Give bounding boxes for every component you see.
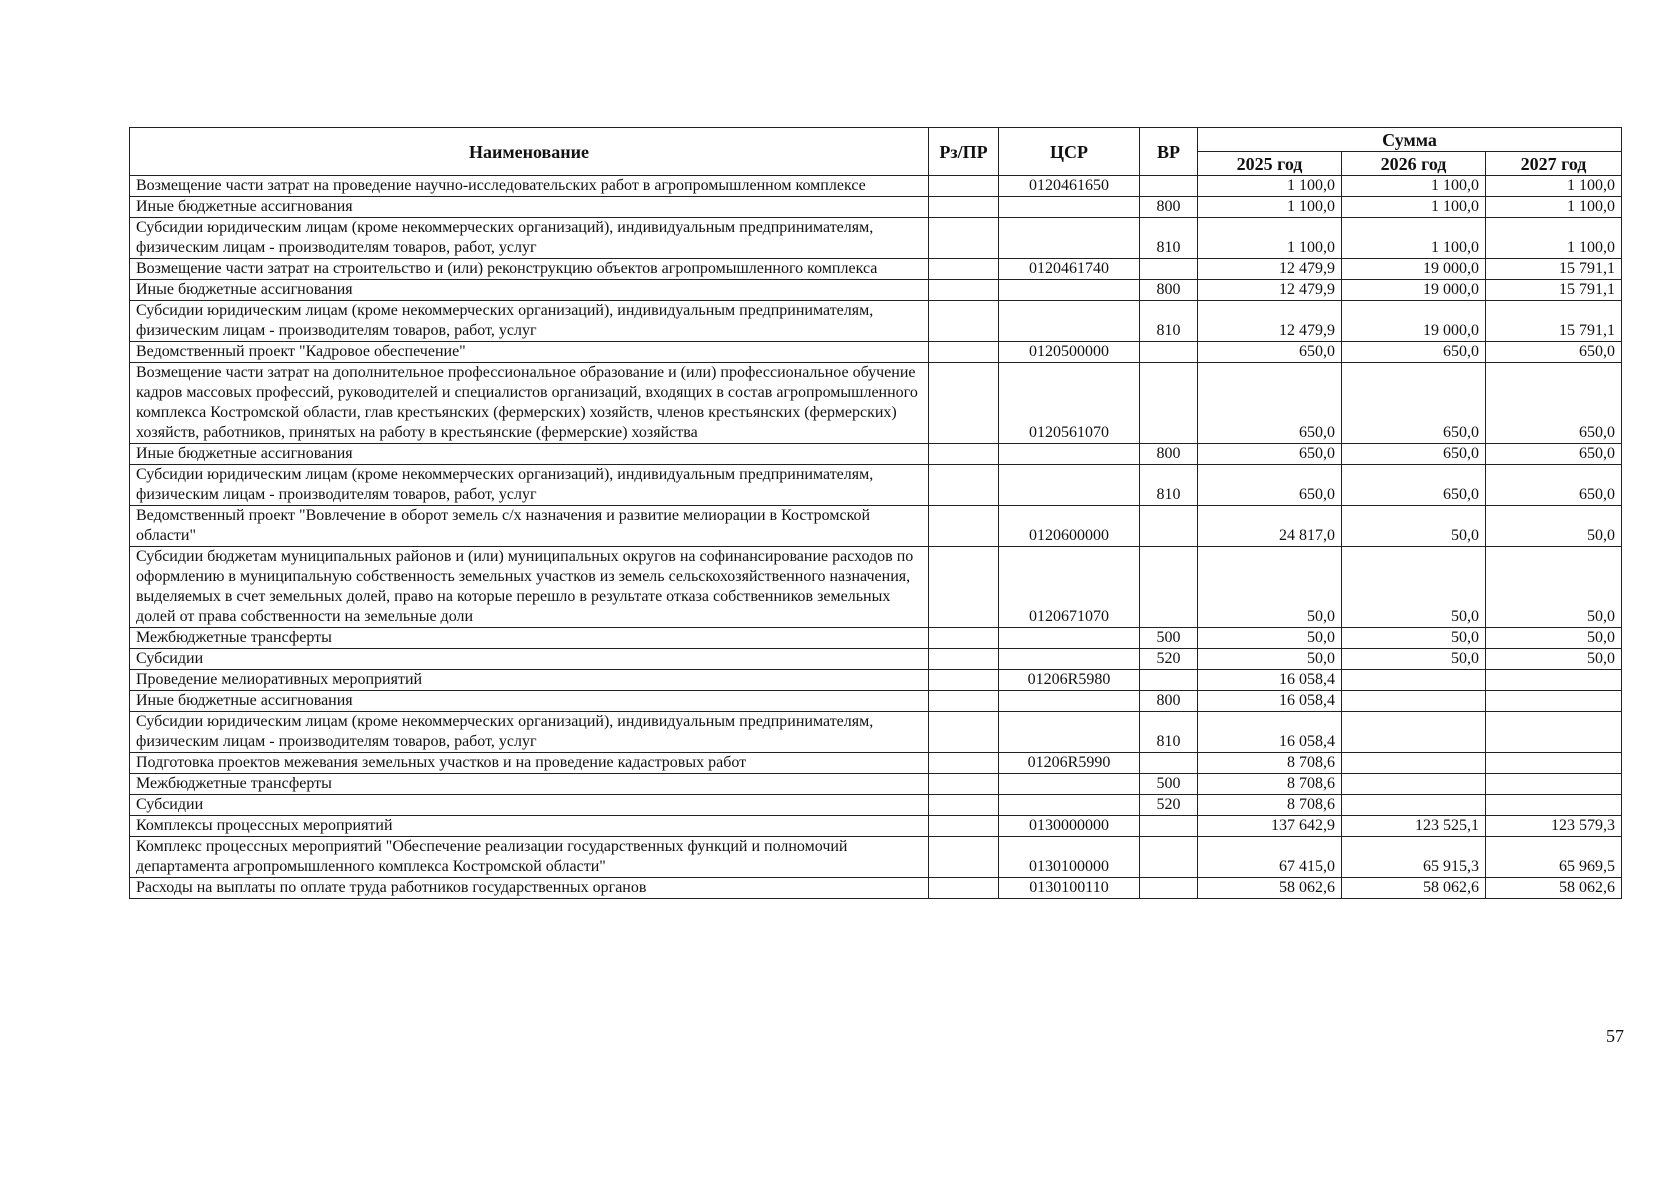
cell-name: Возмещение части затрат на проведение научно-исследовательских работ в агропромышленном комплексе [130,176,929,197]
cell-year-2025: 650,0 [1198,444,1342,465]
cell-csr: 0120671070 [999,547,1140,628]
table-row [130,795,1622,816]
budget-table [129,127,1622,899]
cell-year-2027 [1486,670,1622,691]
cell-rzpr [929,649,999,670]
cell-year-2025: 58 062,6 [1198,878,1342,899]
cell-vr: 810 [1140,712,1198,753]
cell-name: Субсидии юридическим лицам (кроме некоммерческих организаций), индивидуальным предпринимателям, физическим лицам - производителям товаров, работ, услуг [130,218,929,259]
page-number: 57 [1606,1026,1624,1046]
table-row [130,280,1622,301]
cell-vr: 800 [1140,280,1198,301]
cell-rzpr [929,878,999,899]
cell-year-2027: 650,0 [1486,444,1622,465]
cell-rzpr [929,176,999,197]
cell-vr [1140,259,1198,280]
cell-year-2025: 12 479,9 [1198,301,1342,342]
cell-csr [999,712,1140,753]
cell-vr [1140,753,1198,774]
cell-vr: 500 [1140,628,1198,649]
cell-csr: 0120500000 [999,342,1140,363]
table-row [130,878,1622,899]
cell-year-2027 [1486,691,1622,712]
cell-year-2027 [1486,774,1622,795]
cell-year-2026 [1342,795,1486,816]
cell-year-2027: 50,0 [1486,506,1622,547]
cell-year-2026 [1342,712,1486,753]
cell-rzpr [929,712,999,753]
cell-name: Межбюджетные трансферты [130,774,929,795]
cell-vr: 800 [1140,197,1198,218]
cell-csr [999,301,1140,342]
cell-name: Иные бюджетные ассигнования [130,197,929,218]
cell-name: Иные бюджетные ассигнования [130,691,929,712]
cell-year-2026 [1342,753,1486,774]
table-row [130,465,1622,506]
cell-year-2027: 15 791,1 [1486,280,1622,301]
cell-year-2025: 50,0 [1198,547,1342,628]
cell-csr [999,691,1140,712]
table-header [130,128,1622,176]
cell-year-2027: 15 791,1 [1486,259,1622,280]
cell-vr: 800 [1140,444,1198,465]
cell-name: Субсидии юридическим лицам (кроме некоммерческих организаций), индивидуальным предпринимателям, физическим лицам - производителям товаров, работ, услуг [130,301,929,342]
cell-csr: 0120561070 [999,363,1140,444]
cell-rzpr [929,259,999,280]
cell-year-2025: 137 642,9 [1198,816,1342,837]
cell-csr: 01206R5980 [999,670,1140,691]
table-row [130,197,1622,218]
cell-year-2026 [1342,774,1486,795]
cell-rzpr [929,628,999,649]
cell-vr: 810 [1140,218,1198,259]
cell-year-2026: 1 100,0 [1342,176,1486,197]
cell-vr: 810 [1140,301,1198,342]
cell-vr [1140,670,1198,691]
cell-year-2025: 1 100,0 [1198,218,1342,259]
cell-year-2026: 19 000,0 [1342,259,1486,280]
table-row [130,506,1622,547]
cell-year-2026: 65 915,3 [1342,837,1486,878]
header-year-2025: 2025 год [1198,152,1342,176]
cell-year-2025: 650,0 [1198,465,1342,506]
table-row [130,176,1622,197]
cell-csr: 0130000000 [999,816,1140,837]
cell-year-2027: 123 579,3 [1486,816,1622,837]
table-row [130,363,1622,444]
cell-name: Возмещение части затрат на строительство и (или) реконструкцию объектов агропромышленного комплекса [130,259,929,280]
header-rzpr: Рз/ПР [929,128,999,176]
cell-rzpr [929,816,999,837]
cell-year-2026: 58 062,6 [1342,878,1486,899]
cell-rzpr [929,363,999,444]
cell-csr [999,628,1140,649]
table-row [130,712,1622,753]
table-body [130,176,1622,899]
cell-year-2027: 650,0 [1486,342,1622,363]
cell-csr [999,795,1140,816]
cell-rzpr [929,465,999,506]
cell-rzpr [929,444,999,465]
cell-rzpr [929,753,999,774]
header-vr: ВР [1140,128,1198,176]
cell-rzpr [929,218,999,259]
cell-name: Субсидии [130,795,929,816]
cell-vr [1140,342,1198,363]
cell-rzpr [929,795,999,816]
cell-csr: 0120461650 [999,176,1140,197]
cell-name: Проведение мелиоративных мероприятий [130,670,929,691]
cell-year-2027 [1486,753,1622,774]
cell-rzpr [929,691,999,712]
table-row [130,628,1622,649]
header-name: Наименование [130,128,929,176]
cell-year-2026: 1 100,0 [1342,197,1486,218]
header-year-2026: 2026 год [1342,152,1486,176]
cell-name: Субсидии [130,649,929,670]
cell-year-2026: 50,0 [1342,628,1486,649]
cell-vr [1140,837,1198,878]
cell-year-2026: 650,0 [1342,363,1486,444]
cell-csr [999,444,1140,465]
header-csr: ЦСР [999,128,1140,176]
cell-csr [999,774,1140,795]
cell-year-2026: 650,0 [1342,444,1486,465]
cell-csr: 0120600000 [999,506,1140,547]
cell-csr: 0130100110 [999,878,1140,899]
cell-name: Расходы на выплаты по оплате труда работников государственных органов [130,878,929,899]
table-row [130,301,1622,342]
cell-csr [999,218,1140,259]
cell-rzpr [929,342,999,363]
cell-vr: 520 [1140,649,1198,670]
cell-year-2025: 650,0 [1198,342,1342,363]
cell-rzpr [929,280,999,301]
table-row [130,691,1622,712]
cell-csr [999,280,1140,301]
cell-year-2026 [1342,691,1486,712]
table-row [130,837,1622,878]
cell-year-2025: 24 817,0 [1198,506,1342,547]
cell-name: Ведомственный проект "Кадровое обеспечение" [130,342,929,363]
cell-rzpr [929,197,999,218]
cell-year-2027: 50,0 [1486,547,1622,628]
cell-year-2026: 50,0 [1342,506,1486,547]
cell-name: Межбюджетные трансферты [130,628,929,649]
cell-year-2025: 12 479,9 [1198,280,1342,301]
cell-year-2025: 650,0 [1198,363,1342,444]
cell-vr [1140,506,1198,547]
cell-name: Иные бюджетные ассигнования [130,444,929,465]
cell-year-2025: 8 708,6 [1198,795,1342,816]
cell-year-2026: 123 525,1 [1342,816,1486,837]
cell-year-2027: 1 100,0 [1486,176,1622,197]
cell-year-2026: 650,0 [1342,465,1486,506]
cell-vr: 520 [1140,795,1198,816]
cell-name: Субсидии юридическим лицам (кроме некоммерческих организаций), индивидуальным предпринимателям, физическим лицам - производителям товаров, работ, услуг [130,712,929,753]
cell-vr [1140,878,1198,899]
cell-year-2025: 16 058,4 [1198,670,1342,691]
cell-year-2027: 650,0 [1486,465,1622,506]
cell-year-2025: 50,0 [1198,628,1342,649]
cell-year-2026: 1 100,0 [1342,218,1486,259]
cell-year-2027: 1 100,0 [1486,197,1622,218]
cell-year-2026: 50,0 [1342,547,1486,628]
cell-year-2026: 50,0 [1342,649,1486,670]
cell-year-2026 [1342,670,1486,691]
header-year-2027: 2027 год [1486,152,1622,176]
cell-rzpr [929,670,999,691]
cell-year-2025: 12 479,9 [1198,259,1342,280]
cell-year-2026: 19 000,0 [1342,280,1486,301]
cell-year-2027: 50,0 [1486,649,1622,670]
table-row [130,753,1622,774]
cell-rzpr [929,774,999,795]
cell-year-2025: 8 708,6 [1198,753,1342,774]
cell-vr [1140,547,1198,628]
table-row [130,259,1622,280]
cell-rzpr [929,301,999,342]
cell-csr [999,649,1140,670]
cell-year-2027: 65 969,5 [1486,837,1622,878]
cell-rzpr [929,837,999,878]
cell-rzpr [929,547,999,628]
cell-csr [999,465,1140,506]
cell-year-2025: 16 058,4 [1198,691,1342,712]
cell-vr: 800 [1140,691,1198,712]
cell-name: Подготовка проектов межевания земельных участков и на проведение кадастровых работ [130,753,929,774]
cell-rzpr [929,506,999,547]
cell-year-2026: 19 000,0 [1342,301,1486,342]
cell-year-2027 [1486,795,1622,816]
cell-name: Субсидии бюджетам муниципальных районов и (или) муниципальных округов на софинансирование расходов по оформлению в муниципальную собственность земельных участков из земель сельскохозяйственного назначения, выделяемых в счет земельных долей, право на которые перешло в результате отказа собственников земельных долей от права собственности на земельные доли [130,547,929,628]
cell-name: Комплексы процессных мероприятий [130,816,929,837]
table-row [130,816,1622,837]
cell-vr [1140,176,1198,197]
cell-year-2027: 1 100,0 [1486,218,1622,259]
cell-name: Субсидии юридическим лицам (кроме некоммерческих организаций), индивидуальным предпринимателям, физическим лицам - производителям товаров, работ, услуг [130,465,929,506]
cell-vr [1140,363,1198,444]
cell-year-2025: 16 058,4 [1198,712,1342,753]
table-row [130,670,1622,691]
table-row [130,774,1622,795]
cell-year-2025: 1 100,0 [1198,176,1342,197]
table-row [130,342,1622,363]
cell-year-2027 [1486,712,1622,753]
table-row [130,218,1622,259]
header-sum: Сумма [1198,128,1622,152]
cell-year-2025: 67 415,0 [1198,837,1342,878]
cell-csr [999,197,1140,218]
cell-year-2025: 50,0 [1198,649,1342,670]
table-row [130,547,1622,628]
cell-vr [1140,816,1198,837]
cell-csr: 0130100000 [999,837,1140,878]
cell-csr: 0120461740 [999,259,1140,280]
table-row [130,649,1622,670]
table-row [130,444,1622,465]
cell-vr: 810 [1140,465,1198,506]
cell-year-2027: 58 062,6 [1486,878,1622,899]
cell-year-2027: 15 791,1 [1486,301,1622,342]
cell-vr: 500 [1140,774,1198,795]
cell-name: Возмещение части затрат на дополнительное профессиональное образование и (или) профессиональное обучение кадров массовых профессий, руководителей и специалистов организаций, входящих в состав агропромышленного комплекса Костромской области, глав крестьянских (фермерских) хозяйств, членов крестьянских (фермерских) хозяйств, работников, принятых на работу в крестьянские (фермерские) хозяйства [130,363,929,444]
cell-csr: 01206R5990 [999,753,1140,774]
cell-year-2027: 50,0 [1486,628,1622,649]
cell-name: Иные бюджетные ассигнования [130,280,929,301]
cell-year-2025: 1 100,0 [1198,197,1342,218]
cell-year-2027: 650,0 [1486,363,1622,444]
cell-year-2026: 650,0 [1342,342,1486,363]
cell-year-2025: 8 708,6 [1198,774,1342,795]
cell-name: Ведомственный проект "Вовлечение в оборот земель с/х назначения и развитие мелиорации в Костромской области" [130,506,929,547]
cell-name: Комплекс процессных мероприятий "Обеспечение реализации государственных функций и полномочий департамента агропромышленного комплекса Костромской области" [130,837,929,878]
